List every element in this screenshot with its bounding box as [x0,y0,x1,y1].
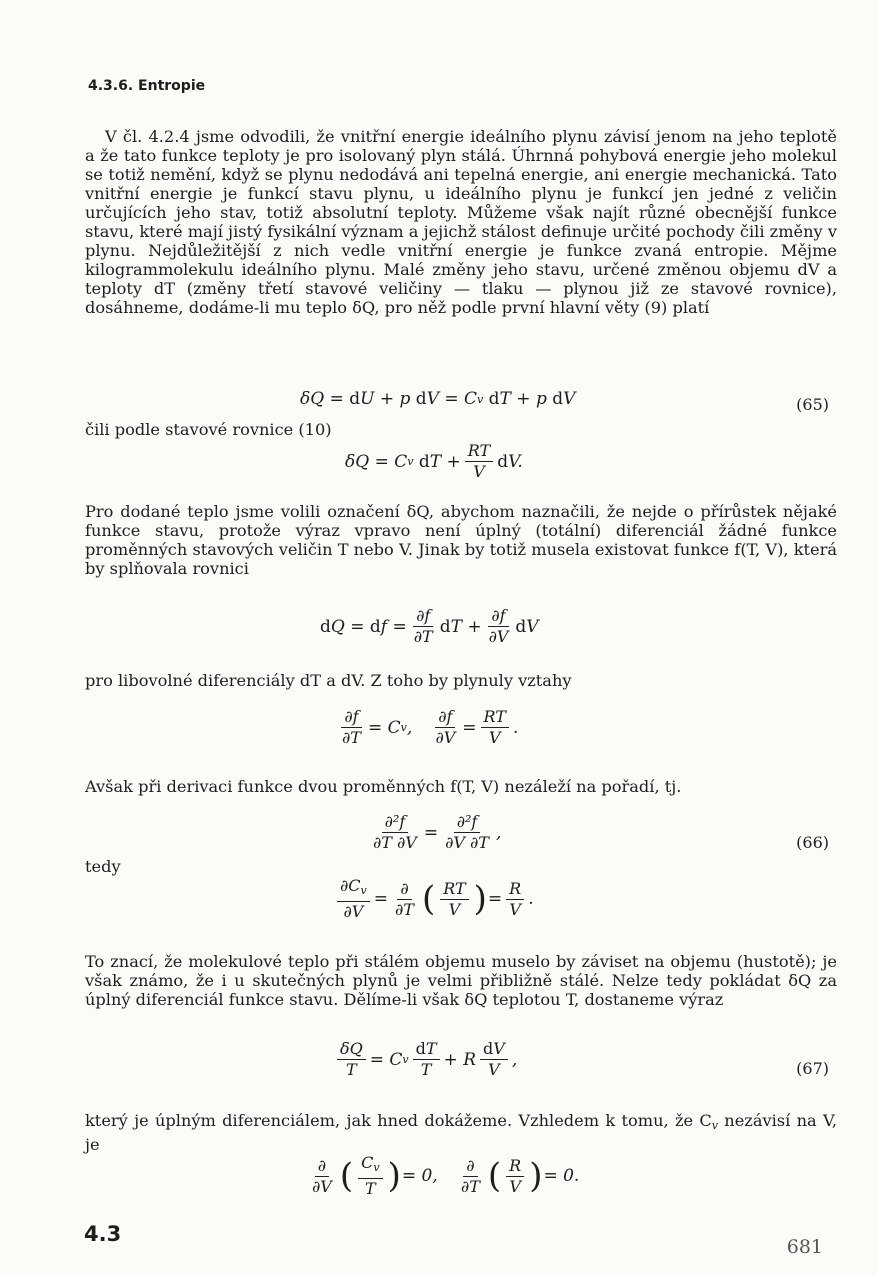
paragraph-derivative-order [85,777,837,796]
equation-number-67: (67) [796,1059,829,1078]
equation-total-differential: d Q = d f = $\frac{\partial f}{\partial T}$ d T + $\frac{\partial f}{\partial V}$ d V [320,606,539,646]
section-heading: 4.3.6. Entropie [88,78,206,94]
page-number: 681 [786,1236,823,1258]
equation-number-65: (65) [796,395,829,414]
paragraph-tedy-text: tedy [85,857,121,876]
equation-67: $\frac{\delta Q}{T}$ = C v $\frac{dT}{T}$ + R $\frac{dV}{V}$ , [333,1039,517,1080]
paragraph-intro [85,127,837,317]
paragraph-differentials [85,671,837,690]
equation-zero-partials: $\frac{\partial}{\partial V}$ ( $\frac{C_v}{T}$ ) = 0, $\frac{\partial}{\partial T}$ ( $\frac{R}{V}$ ) = 0. [312,1153,580,1198]
paragraph-exact-differential [85,1111,837,1154]
paragraph-state-eq [85,420,837,439]
equation-deltaQ-RT: δQ = C v d T + $\frac{RT}{V}$ d V. [345,441,523,481]
equation-66: $\frac{\text{∂²f}}{\partial T \partial V}$ = $\frac{\text{∂²f}}{\partial V \partial T}$ , [373,812,502,852]
paragraph-state-eq-text: čili podle stavové rovnice (10) [85,420,332,439]
equation-65: δQ = d U + p d V = C v d T + p d V [300,389,576,409]
paragraph-intro-text: V čl. 4.2.4 jsme odvodili, že vnitřní energie ideálního plynu závisí jenom na jeho teplotě a že tato funkce teploty je pro isolovaný plyn stálá. Úhrnná pohybová energie jeho molekul se totiž nemění, když se plynu nedodává ani tepelná energie, ani energie mechanická. Tato vnitřní energie je funkcí stavu plynu, u ideálního plynu je funkcí jen jedné z veličin určujících jeho stav, totiž absolutní teploty. Můžeme však najít různé obecnější funkce stavu, které mají jistý fysikální význam a jejichž stálost definuje určité pochody čili změny v plynu. Nejdůležitější z nich vedle vnitřní energie je funkce zvaná entropie. Mějme kilogrammolekulu ideálního plynu. Malé změny jeho stavu, určené změnou objemu dV a teploty dT (změny třetí stavové veličiny — tlaku — plynou již ze stavové rovnice), dosáhneme, dodáme-li mu teplo δQ, pro něž podle první hlavní věty (9) platí [85,127,837,317]
equation-partials: $\frac{\partial f}{\partial T}$ = C v , $\frac{\partial f}{\partial V}$ = $\frac{RT}{V}$ . [342,707,519,747]
paragraph-exact-differential-text: který je úplným diferenciálem, jak hned dokážeme. Vzhledem k tomu, že $C_v$ nezávisí na V, je [85,1111,837,1154]
paragraph-derivative-order-text: Avšak při derivaci funkce dvou proměnných f(T, V) nezáleží na pořadí, tj. [85,777,682,796]
footer-section-number: 4.3 [84,1222,122,1246]
paragraph-heat [85,502,837,578]
paragraph-heat-text: Pro dodané teplo jsme volili označení δQ, abychom naznačili, že nejde o přírůstek nějaké funkce stavu, protože výraz vpravo není úplný (totální) diferenciál žádné funkce proměnných stavových veličin T nebo V. Jinak by totiž musela existovat funkce f(T, V), která by splňovala rovnici [85,502,837,578]
paragraph-molecular-heat-text: To znací, že molekulové teplo při stálém objemu muselo by záviset na objemu (hustotě); je však známo, že i u skutečných plynů je velmi přibližně stálé. Nelze tedy pokládat δQ za úplný diferenciál funkce stavu. Dělíme-li však δQ teplotou T, dostaneme výraz [85,952,837,1009]
paragraph-molecular-heat [85,952,837,1009]
equation-number-66: (66) [796,833,829,852]
equation-Cv-derivative: $\frac{\partial C_v}{\partial V}$ = $\frac{\partial}{\partial T}$ ( $\frac{RT}{V}$ ) = $\frac{R}{V}$ . [333,876,534,922]
paragraph-tedy [85,857,837,876]
paragraph-differentials-text: pro libovolné diferenciály dT a dV. Z toho by plynuly vztahy [85,671,572,690]
